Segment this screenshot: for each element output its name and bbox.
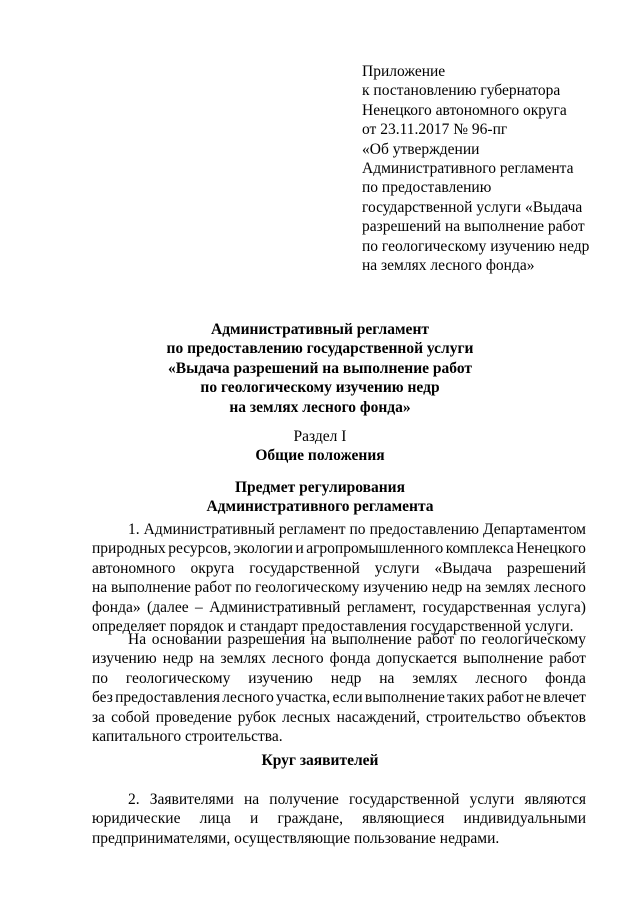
word: агропромышленного [306, 540, 444, 558]
word: 1. [128, 521, 140, 538]
word: выполнение [364, 689, 445, 707]
applicants-heading-text: Круг заявителей [261, 752, 379, 769]
title-line: по предоставлению государственной услуги [166, 340, 474, 358]
word: по [92, 669, 109, 687]
appendix-line: к постановлению губернатора [362, 82, 561, 100]
paragraph-line [92, 630, 586, 649]
paragraph-line [92, 539, 586, 558]
word: являются [524, 791, 586, 808]
word: являющиеся [362, 810, 445, 828]
word: работ [486, 689, 524, 707]
word: изучению [92, 650, 157, 668]
title-line: «Выдача разрешений на выполнение работ [168, 359, 472, 377]
word: по [459, 631, 476, 648]
word: работ [549, 650, 586, 668]
word: округа [190, 559, 235, 577]
word: геологическому [255, 579, 360, 597]
word: объектов [526, 708, 586, 726]
appendix-line: «Об утверждении [362, 140, 480, 158]
word: экологии [233, 540, 294, 558]
word: проведение [155, 708, 232, 726]
word: землях [412, 669, 458, 687]
title-line: Административный регламент [211, 321, 429, 338]
paragraph-line [92, 790, 586, 809]
word: основании [151, 631, 222, 648]
word: по [349, 521, 366, 538]
word: собой [111, 708, 150, 726]
word: выполнение [463, 650, 544, 668]
appendix-line: Административного регламента [362, 160, 574, 178]
word: услуги [469, 791, 515, 808]
word: на [92, 579, 108, 597]
word: недр [162, 650, 194, 668]
word: разрешения [227, 631, 306, 648]
word: государственной [348, 791, 460, 808]
appendix-line: Приложение [362, 63, 446, 80]
word: Заявителями [149, 791, 234, 808]
word: граждане, [277, 810, 343, 828]
word: разрешений [506, 559, 586, 577]
paragraph-line: определяет порядок и стандарт предоставления государственной услуги. [92, 618, 574, 636]
word: государственной [249, 559, 360, 577]
word: насаждений, [336, 708, 420, 726]
word: ресурсов, [168, 540, 232, 558]
paragraph-line [92, 649, 586, 668]
word: (далее [147, 598, 189, 616]
appendix-line: государственной услуги «Выдача [362, 198, 583, 216]
word: за [92, 708, 106, 726]
word: работ [194, 579, 232, 597]
title-line: на землях лесного фонда» [229, 398, 411, 416]
paragraph-2 [92, 630, 586, 746]
appendix-line: от 23.11.2017 № 96-пг [362, 121, 508, 139]
word: лесного [222, 689, 274, 707]
word: если [332, 689, 363, 707]
applicants-heading [0, 751, 640, 770]
section-number: Раздел I [293, 428, 347, 445]
word: лесного [271, 650, 324, 668]
word: выполнение [110, 579, 191, 597]
paragraph-line [92, 809, 586, 828]
document-title [0, 320, 640, 417]
appendix-line: на землях лесного фонда» [362, 257, 535, 275]
word: землях [220, 650, 266, 668]
subject-heading [0, 478, 640, 517]
word: недр [431, 579, 463, 597]
subject-heading-line: Административного регламента [206, 498, 434, 516]
paragraph-1 [92, 520, 586, 636]
paragraph-line [92, 708, 586, 727]
word: допускается [376, 650, 458, 668]
paragraph-line [92, 598, 586, 617]
word: Ненецкого [516, 540, 586, 558]
word: регламент, [346, 598, 417, 616]
word: лесного [475, 669, 528, 687]
word: Административный [209, 598, 341, 616]
paragraph-3 [92, 790, 586, 848]
word: получение [269, 791, 339, 808]
word: услуга) [537, 598, 586, 616]
appendix-line: разрешений на выполнение работ [362, 218, 585, 236]
word: природных [92, 540, 166, 558]
word: автономного [92, 559, 176, 577]
word: на [199, 650, 215, 668]
word: изучению [248, 669, 313, 687]
word: недр [330, 669, 362, 687]
word: индивидуальными [463, 810, 586, 828]
word: юридические [92, 810, 181, 828]
appendix-line: Ненецкого автономного округа [362, 101, 567, 119]
word: на [310, 631, 327, 648]
word: лесных [282, 708, 331, 726]
word: и [250, 810, 259, 828]
word: регламент [278, 521, 346, 538]
word: комплекса [445, 540, 514, 558]
word: фонда [329, 650, 371, 668]
word: рубок [237, 708, 277, 726]
word: влечет [543, 689, 586, 707]
paragraph-line [92, 578, 586, 597]
word: – [195, 598, 203, 616]
word: таких [447, 689, 485, 707]
word: геологическому [481, 631, 586, 648]
word: без [92, 689, 113, 707]
word: по [235, 579, 252, 597]
appendix-block [362, 62, 622, 275]
word: и [295, 540, 304, 558]
word: На [128, 631, 147, 648]
word: предоставления [115, 689, 221, 707]
word: на [466, 579, 482, 597]
word: фонда [545, 669, 586, 687]
word: землях [485, 579, 531, 597]
paragraph-line: капитального строительства. [92, 728, 283, 746]
word: лесного [534, 579, 586, 597]
section-name: Общие положения [255, 447, 385, 465]
word: не [525, 689, 541, 707]
paragraph-line: предпринимателями, осуществляющие пользование недрами. [92, 829, 500, 847]
word: предоставлению [369, 521, 479, 538]
appendix-line: по геологическому изучению недр [362, 237, 590, 255]
word: фонда» [92, 598, 141, 616]
word: 2. [128, 791, 140, 808]
word: услуги [374, 559, 420, 577]
word: геологическому [125, 669, 231, 687]
word: изучению [363, 579, 428, 597]
word: Департаментом [482, 521, 586, 538]
paragraph-line [92, 688, 586, 707]
appendix-line: по предоставлению [362, 179, 492, 197]
word: Административный [143, 521, 275, 538]
subject-heading-line: Предмет регулирования [234, 479, 405, 496]
paragraph-line [92, 520, 586, 539]
word: на [243, 791, 260, 808]
title-line: по геологическому изучению недр [200, 379, 440, 397]
word: строительство [426, 708, 521, 726]
word: на [379, 669, 395, 687]
paragraph-line [92, 559, 586, 578]
paragraph-line [92, 669, 586, 688]
word: работ [417, 631, 455, 648]
section-heading [0, 427, 640, 466]
word: «Выдача [434, 559, 492, 577]
word: лица [199, 810, 231, 828]
word: государственная [422, 598, 531, 616]
word: участка, [276, 689, 331, 707]
word: выполнение [331, 631, 412, 648]
